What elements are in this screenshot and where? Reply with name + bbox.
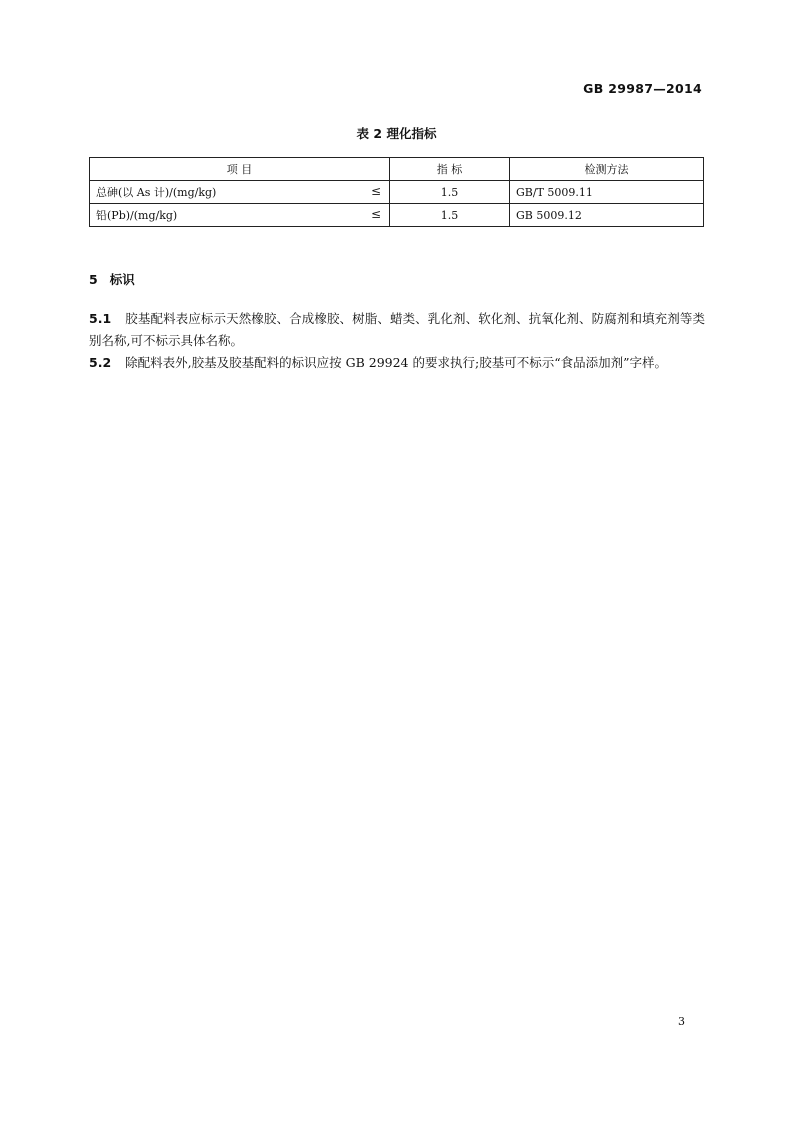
limit-value: 1.5 <box>390 204 510 227</box>
table-row <box>90 181 704 204</box>
limit-value: 1.5 <box>390 181 510 204</box>
item-name: 总砷(以 As 计)/(mg/kg) <box>96 186 217 199</box>
test-method: GB/T 5009.11 <box>510 181 704 204</box>
table-header-row <box>90 158 704 181</box>
item-cell <box>90 204 390 227</box>
paragraph-text: 除配料表外,胶基及胶基配料的标识应按 GB 29924 的要求执行;胶基可不标示“食品添加剂”字样。 <box>125 355 667 370</box>
column-header-method: 检测方法 <box>510 158 704 181</box>
item-name: 铅(Pb)/(mg/kg) <box>96 209 178 222</box>
table-row <box>90 204 704 227</box>
operator: ≤ <box>370 207 381 221</box>
column-header-limit: 指 标 <box>390 158 510 181</box>
paragraph-number: 5.2 <box>89 355 112 370</box>
paragraph-5-1 <box>89 308 705 352</box>
paragraph-5-2 <box>89 352 705 374</box>
paragraph-number: 5.1 <box>89 311 112 326</box>
operator: ≤ <box>370 184 381 198</box>
table-caption: 表 2 理化指标 <box>356 126 437 141</box>
standard-code: GB 29987—2014 <box>583 81 702 96</box>
item-cell <box>90 181 390 204</box>
physicochemical-table <box>89 157 704 227</box>
paragraph-text: 胶基配料表应标示天然橡胶、合成橡胶、树脂、蜡类、乳化剂、软化剂、抗氧化剂、防腐剂和填充剂等类别名称,可不标示具体名称。 <box>89 311 705 348</box>
page-number: 3 <box>678 1015 685 1028</box>
column-header-item: 项 目 <box>90 158 390 181</box>
test-method: GB 5009.12 <box>510 204 704 227</box>
section-title: 标识 <box>109 272 135 287</box>
section-heading <box>89 270 135 288</box>
section-number: 5 <box>89 272 98 287</box>
